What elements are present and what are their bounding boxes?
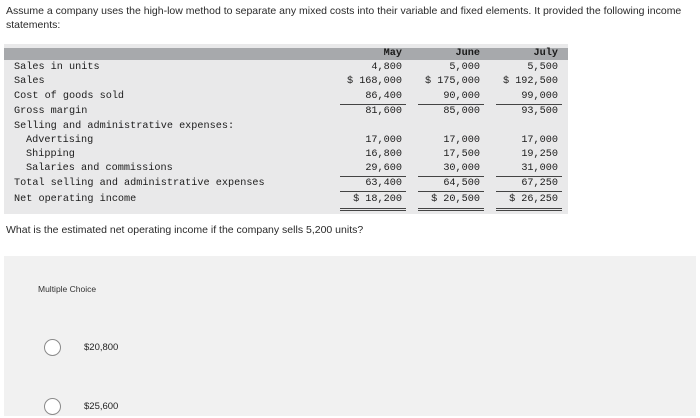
- table-row: [4, 76, 568, 90]
- cell-may: 17,000: [365, 135, 402, 146]
- cell-june: 17,000: [443, 135, 480, 146]
- answer-option-label: $20,800: [84, 342, 119, 353]
- subtotal-rule: [496, 104, 562, 105]
- row-label: Shipping: [26, 149, 75, 160]
- cell-may: 86,400: [365, 91, 402, 102]
- row-label: Total selling and administrative expenses: [14, 178, 265, 189]
- cell-july: 93,500: [521, 106, 558, 117]
- cell-june: 90,000: [443, 91, 480, 102]
- subtotal-rule: [418, 104, 484, 105]
- table-row: [4, 106, 568, 120]
- cell-july: $ 26,250: [509, 194, 558, 205]
- cell-june: 85,000: [443, 106, 480, 117]
- cell-may: 29,600: [365, 163, 402, 174]
- table-row: [4, 135, 568, 149]
- subtotal-rule: [496, 191, 562, 192]
- cell-may: 4,800: [371, 62, 402, 73]
- cell-may: $ 168,000: [346, 76, 402, 87]
- row-label: Gross margin: [14, 106, 88, 117]
- cell-june: 64,500: [443, 178, 480, 189]
- table-row: [4, 91, 568, 105]
- cell-june: 30,000: [443, 163, 480, 174]
- row-label: Net operating income: [14, 194, 137, 205]
- subtotal-rule: [340, 191, 406, 192]
- radio-button[interactable]: [44, 339, 61, 356]
- cell-july: 5,500: [527, 62, 558, 73]
- subtotal-rule: [418, 191, 484, 192]
- cell-july: 17,000: [521, 135, 558, 146]
- month-header-june: June: [455, 48, 480, 59]
- subtotal-rule: [340, 104, 406, 105]
- answer-option-label: $25,600: [84, 401, 119, 412]
- multiple-choice-label: Multiple Choice: [38, 284, 97, 294]
- subtotal-rule: [418, 176, 484, 177]
- subtotal-rule: [496, 176, 562, 177]
- cell-may: 16,800: [365, 149, 402, 160]
- cell-june: 17,500: [443, 149, 480, 160]
- cell-june: $ 20,500: [431, 194, 480, 205]
- table-row: [4, 149, 568, 163]
- cell-may: $ 18,200: [353, 194, 402, 205]
- cell-may: 63,400: [365, 178, 402, 189]
- month-header-may: May: [383, 48, 402, 59]
- table-row: [4, 62, 568, 76]
- total-double-rule: [496, 210, 562, 211]
- cell-july: 67,250: [521, 178, 558, 189]
- row-label: Selling and administrative expenses:: [14, 121, 235, 132]
- multiple-choice-panel: [4, 256, 696, 416]
- row-label: Sales in units: [14, 62, 100, 73]
- cell-june: $ 175,000: [424, 76, 480, 87]
- total-double-rule: [340, 210, 406, 211]
- cell-july: 99,000: [521, 91, 558, 102]
- total-double-rule: [418, 210, 484, 211]
- question-intro: Assume a company uses the high-low method to separate any mixed costs into their variable and fixed elements. It provided the following income statements:: [6, 5, 682, 31]
- cell-july: $ 192,500: [502, 76, 558, 87]
- income-statement-table: [4, 44, 568, 214]
- subtotal-rule: [340, 176, 406, 177]
- cell-july: 31,000: [521, 163, 558, 174]
- question-prompt: What is the estimated net operating income if the company sells 5,200 units?: [6, 224, 364, 236]
- table-row: [4, 163, 568, 177]
- table-row: [4, 121, 568, 135]
- table-row: [4, 194, 568, 208]
- answer-option-2[interactable]: [44, 398, 244, 418]
- cell-may: 81,600: [365, 106, 402, 117]
- month-header-row: [4, 48, 568, 62]
- total-double-rule: [418, 208, 484, 209]
- month-header-july: July: [533, 48, 558, 59]
- row-label: Advertising: [26, 135, 94, 146]
- row-label: Salaries and commissions: [26, 163, 173, 174]
- cell-july: 19,250: [521, 149, 558, 160]
- total-double-rule: [496, 208, 562, 209]
- answer-option-1[interactable]: [44, 339, 244, 359]
- row-label: Cost of goods sold: [14, 91, 125, 102]
- table-row: [4, 178, 568, 192]
- cell-june: 5,000: [449, 62, 480, 73]
- radio-button[interactable]: [44, 398, 61, 415]
- row-label: Sales: [14, 76, 45, 87]
- total-double-rule: [340, 208, 406, 209]
